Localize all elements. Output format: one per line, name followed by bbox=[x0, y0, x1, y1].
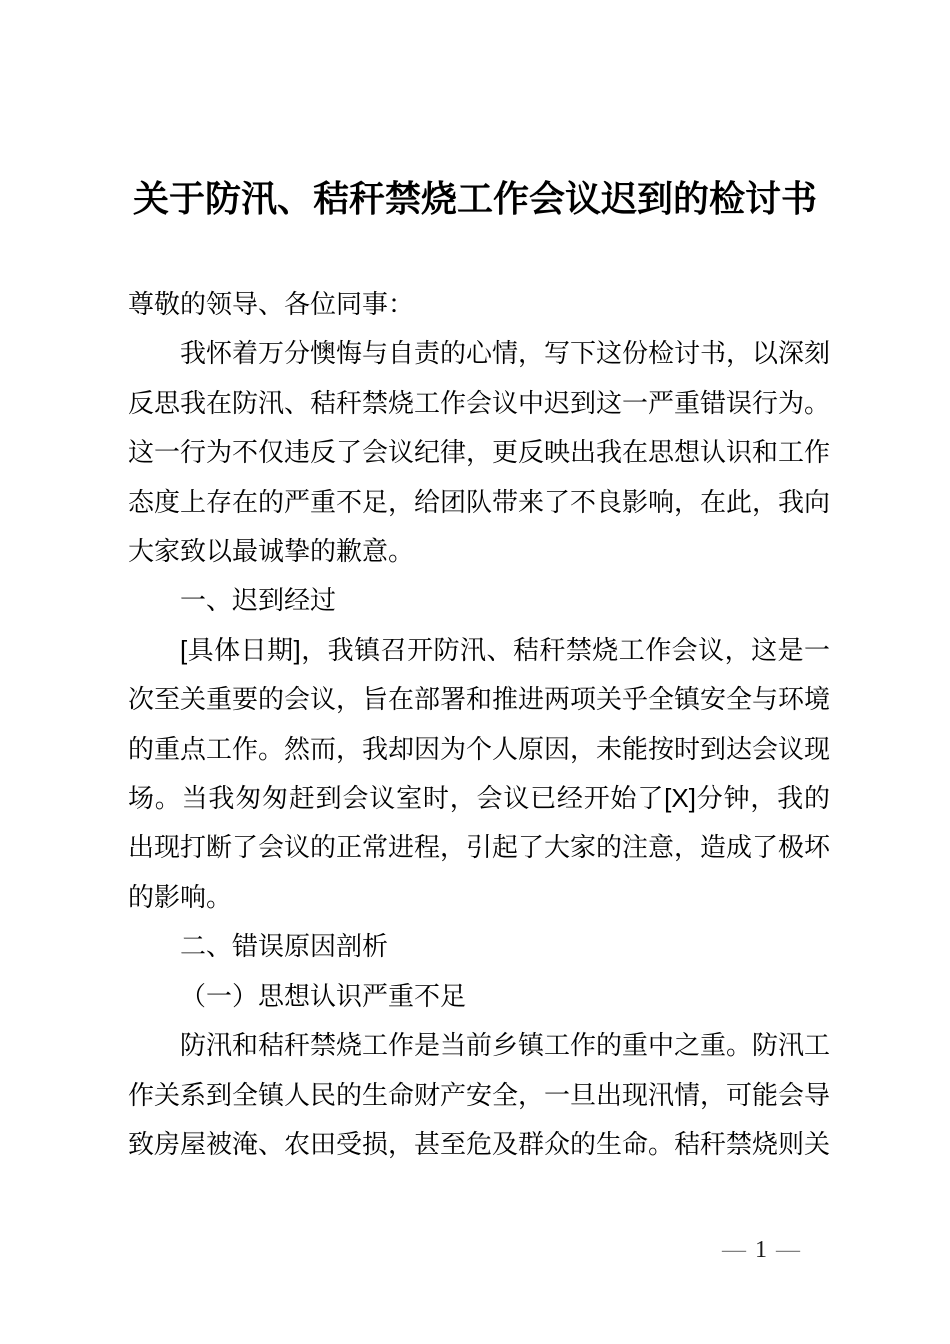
subsection-heading-ideology: （一）思想认识严重不足 bbox=[180, 980, 467, 1011]
section-heading-late-course: 一、迟到经过 bbox=[180, 585, 337, 616]
page-footer bbox=[722, 1236, 800, 1264]
document-title: 关于防汛、秸秆禁烧工作会议迟到的检讨书 bbox=[132, 178, 817, 219]
paragraph-late-course: [具体日期]，我镇召开防汛、秸秆禁烧工作会议，这是一次至关重要的会议，旨在部署和推进两项关乎全镇安全与环境的重点工作。然而，我却因为个人原因，未能按时到达会议现场。当我匆匆赶到会议室时，会议已经开始了[X]分钟，我的出现打断了会议的正常进程，引起了大家的注意，造成了极坏的影响。 bbox=[128, 634, 831, 912]
salutation: 尊敬的领导、各位同事： bbox=[128, 289, 415, 319]
page-number: 1 bbox=[755, 1237, 767, 1263]
footer-dash-left: — bbox=[722, 1237, 746, 1263]
paragraph-apology-intro: 我怀着万分懊悔与自责的心情，写下这份检讨书，以深刻反思我在防汛、秸秆禁烧工作会议中迟到这一严重错误行为。这一行为不仅违反了会议纪律，更反映出我在思想认识和工作态度上存在的严重不足，给团队带来了不良影响，在此，我向大家致以最诚挚的歉意。 bbox=[128, 338, 831, 567]
section-heading-error-analysis: 二、错误原因剖析 bbox=[180, 931, 389, 962]
paragraph-ideology: 防汛和秸秆禁烧工作是当前乡镇工作的重中之重。防汛工作关系到全镇人民的生命财产安全，一旦出现汛情，可能会导致房屋被淹、农田受损，甚至危及群众的生命。秸秆禁烧则关 bbox=[128, 1030, 831, 1159]
footer-dash-right: — bbox=[776, 1237, 800, 1263]
document-body bbox=[128, 280, 830, 1169]
